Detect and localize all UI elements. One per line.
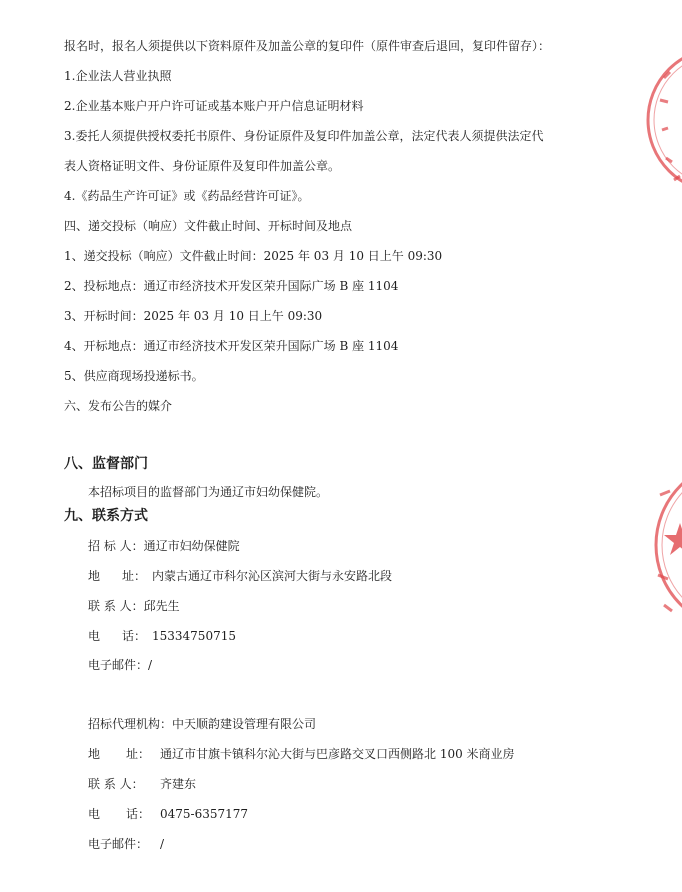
section-9-title: 九、联系方式 xyxy=(64,508,148,524)
agency-name-label: 招标代理机构： xyxy=(88,717,173,731)
seal-bottom-partial-icon xyxy=(650,455,682,635)
agency-contact-row xyxy=(88,776,196,792)
tenderer-phone-row xyxy=(88,628,236,644)
bid-location-item: 2、投标地点：通辽市经济技术开发区荣升国际广场 B 座 1104 xyxy=(64,279,399,293)
tenderer-email-value: / xyxy=(148,658,153,672)
seal-top-partial-icon xyxy=(640,40,682,200)
tenderer-name-value: 通辽市妇幼保健院 xyxy=(143,539,240,553)
agency-name-value: 中天顺韵建设管理有限公司 xyxy=(172,717,317,731)
tenderer-name-row xyxy=(88,538,240,554)
tenderer-email-row xyxy=(88,657,152,673)
agency-contact-label: 联 系 人： xyxy=(88,777,144,791)
section-8-title: 八、监督部门 xyxy=(64,456,148,472)
opening-location-item: 4、开标地点：通辽市经济技术开发区荣升国际广场 B 座 1104 xyxy=(64,339,399,353)
agency-contact-value: 齐建东 xyxy=(160,777,197,791)
agency-address-row xyxy=(88,746,515,762)
agency-email-row xyxy=(88,836,164,852)
agency-email-label: 电子邮件： xyxy=(88,837,149,851)
tenderer-address-row xyxy=(88,568,392,584)
section-6-title: 六、发布公告的媒介 xyxy=(64,399,173,413)
tenderer-name-label: 招 标 人： xyxy=(88,539,144,553)
opening-time-item: 3、开标时间：2025 年 03 月 10 日上午 09:30 xyxy=(64,309,323,323)
tenderer-address-label: 地 址： xyxy=(88,569,147,583)
agency-name-row xyxy=(88,716,316,732)
agency-email-value: / xyxy=(160,837,165,851)
agency-phone-value: 0475-6357177 xyxy=(160,807,249,821)
requirement-item-2: 2.企业基本账户开户许可证或基本账户开户信息证明材料 xyxy=(64,99,364,113)
agency-phone-row xyxy=(88,806,248,822)
agency-address-label: 地 址： xyxy=(88,747,151,761)
agency-phone-label: 电 话： xyxy=(88,807,151,821)
requirement-item-4: 4.《药品生产许可证》或《药品经营许可证》。 xyxy=(64,189,310,203)
tenderer-phone-value: 15334750715 xyxy=(152,629,236,643)
section-4-title: 四、递交投标（响应）文件截止时间、开标时间及地点 xyxy=(64,219,353,233)
registration-intro: 报名时，报名人须提供以下资料原件及加盖公章的复印件（原件审查后退回，复印件留存）： xyxy=(64,39,551,53)
supervision-body: 本招标项目的监督部门为通辽市妇幼保健院。 xyxy=(88,485,329,499)
tenderer-address-value: 内蒙古通辽市科尔沁区滨河大街与永安路北段 xyxy=(152,569,393,583)
agency-address-value: 通辽市甘旗卡镇科尔沁大街与巴彦路交叉口西侧路北 100 米商业房 xyxy=(160,747,515,761)
tenderer-phone-label: 电 话： xyxy=(88,629,147,643)
tenderer-contact-value: 邱先生 xyxy=(143,599,180,613)
requirement-item-3-line-1: 3.委托人须提供授权委托书原件、身份证原件及复印件加盖公章，法定代表人须提供法定代 xyxy=(64,129,544,143)
tenderer-email-label: 电子邮件： xyxy=(88,658,149,672)
onsite-delivery-item: 5、供应商现场投递标书。 xyxy=(64,369,204,383)
requirement-item-1: 1.企业法人营业执照 xyxy=(64,69,172,83)
tenderer-contact-label: 联 系 人： xyxy=(88,599,144,613)
requirement-item-3-line-2: 表人资格证明文件、身份证原件及复印件加盖公章。 xyxy=(64,159,341,173)
deadline-item: 1、递交投标（响应）文件截止时间：2025 年 03 月 10 日上午 09:30 xyxy=(64,249,443,263)
tenderer-contact-row xyxy=(88,598,180,614)
